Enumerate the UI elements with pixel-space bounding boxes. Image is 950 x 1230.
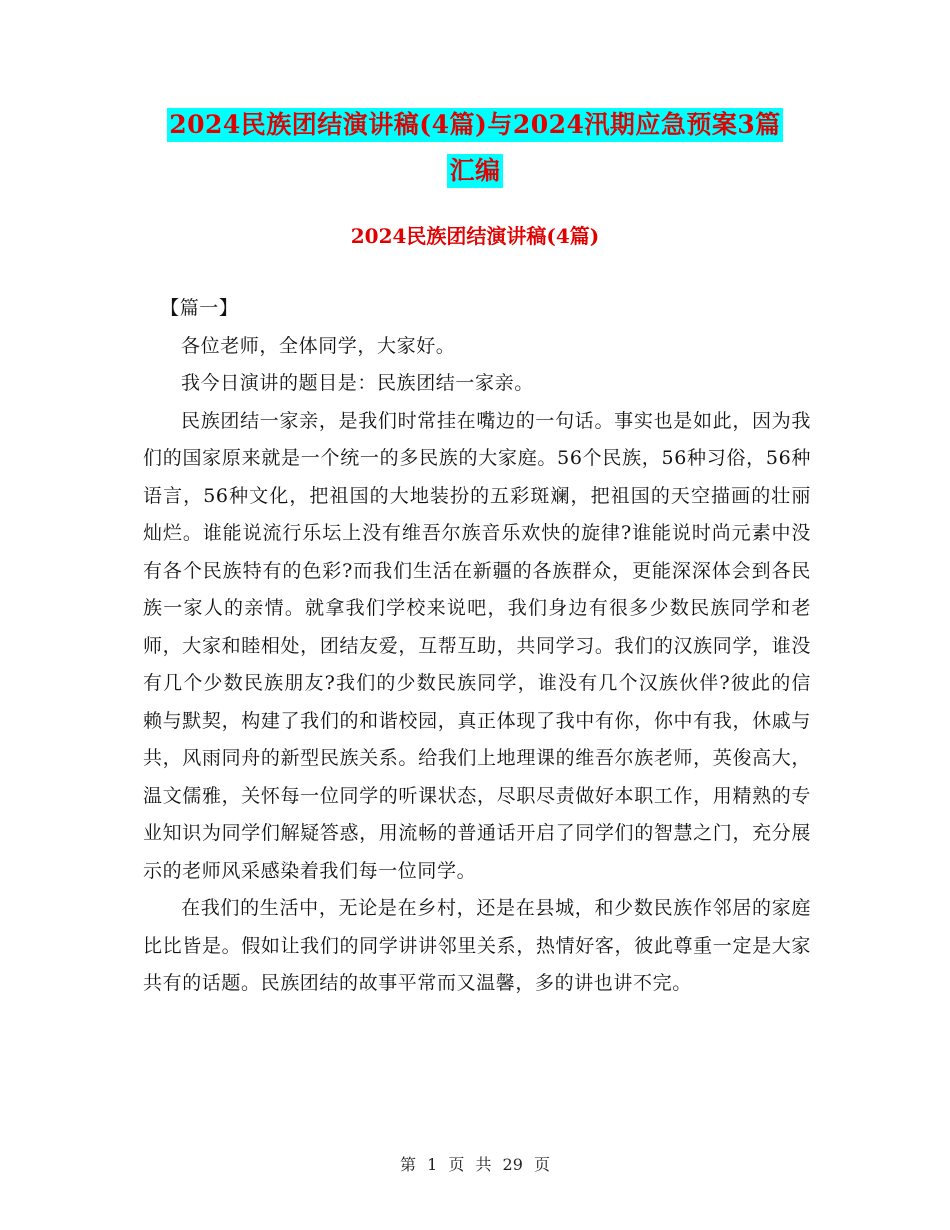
section-heading: 【篇一】 [160, 297, 239, 319]
body-paragraph-main: 民族团结一家亲，是我们时常挂在嘴边的一句话。事实也是如此，因为我们的国家原来就是一个统一的多民族的大家庭。56个民族，56种习俗，56种语言，56种文化，把祖国的大地装扮的五彩斑斓，把祖国的天空描画的壮丽灿烂。谁能说流行乐坛上没有维吾尔族音乐欢快的旋律?谁能说时尚元素中没有各个民族特有的色彩?而我们生活在新疆的各族群众，更能深深体会到各民族一家人的亲情。就拿我们学校来说吧，我们身边有很多少数民族同学和老师，大家和睦相处，团结友爱，互帮互助，共同学习。我们的汉族同学，谁没有几个少数民族朋友?我们的少数民族同学，谁没有几个汉族伙伴?彼此的信赖与默契，构建了我们的和谐校园，真正体现了我中有你，你中有我，休戚与共，风雨同舟的新型民族关系。给我们上地理课的维吾尔族老师，英俊高大，温文儒雅，关怀每一位同学的听课状态，尽职尽责做好本职工作，用精熟的专业知识为同学们解疑答惑，用流畅的普通话开启了同学们的智慧之门，充分展示的老师风采感染着我们每一位同学。 [143, 409, 811, 882]
document-title [0, 108, 950, 188]
document-title-line-1: 2024民族团结演讲稿(4篇)与2024汛期应急预案3篇 [167, 108, 783, 142]
document-body [143, 290, 811, 1003]
page-number: 第 1 页 共 29 页 [400, 1155, 550, 1174]
body-paragraph-greeting: 各位老师，全体同学，大家好。 [181, 334, 456, 357]
document-title-line-2: 汇编 [447, 154, 502, 188]
body-paragraph-topic: 我今日演讲的题目是：民族团结一家亲。 [181, 372, 534, 394]
body-paragraph-neighbors: 在我们的生活中，无论是在乡村，还是在县城，和少数民族作邻居的家庭比比皆是。假如让我们的同学讲讲邻里关系，热情好客，彼此尊重一定是大家共有的话题。民族团结的故事平常而又温馨，多的讲也讲不完。 [143, 897, 811, 994]
section-title: 2024民族团结演讲稿(4篇) [350, 224, 600, 248]
